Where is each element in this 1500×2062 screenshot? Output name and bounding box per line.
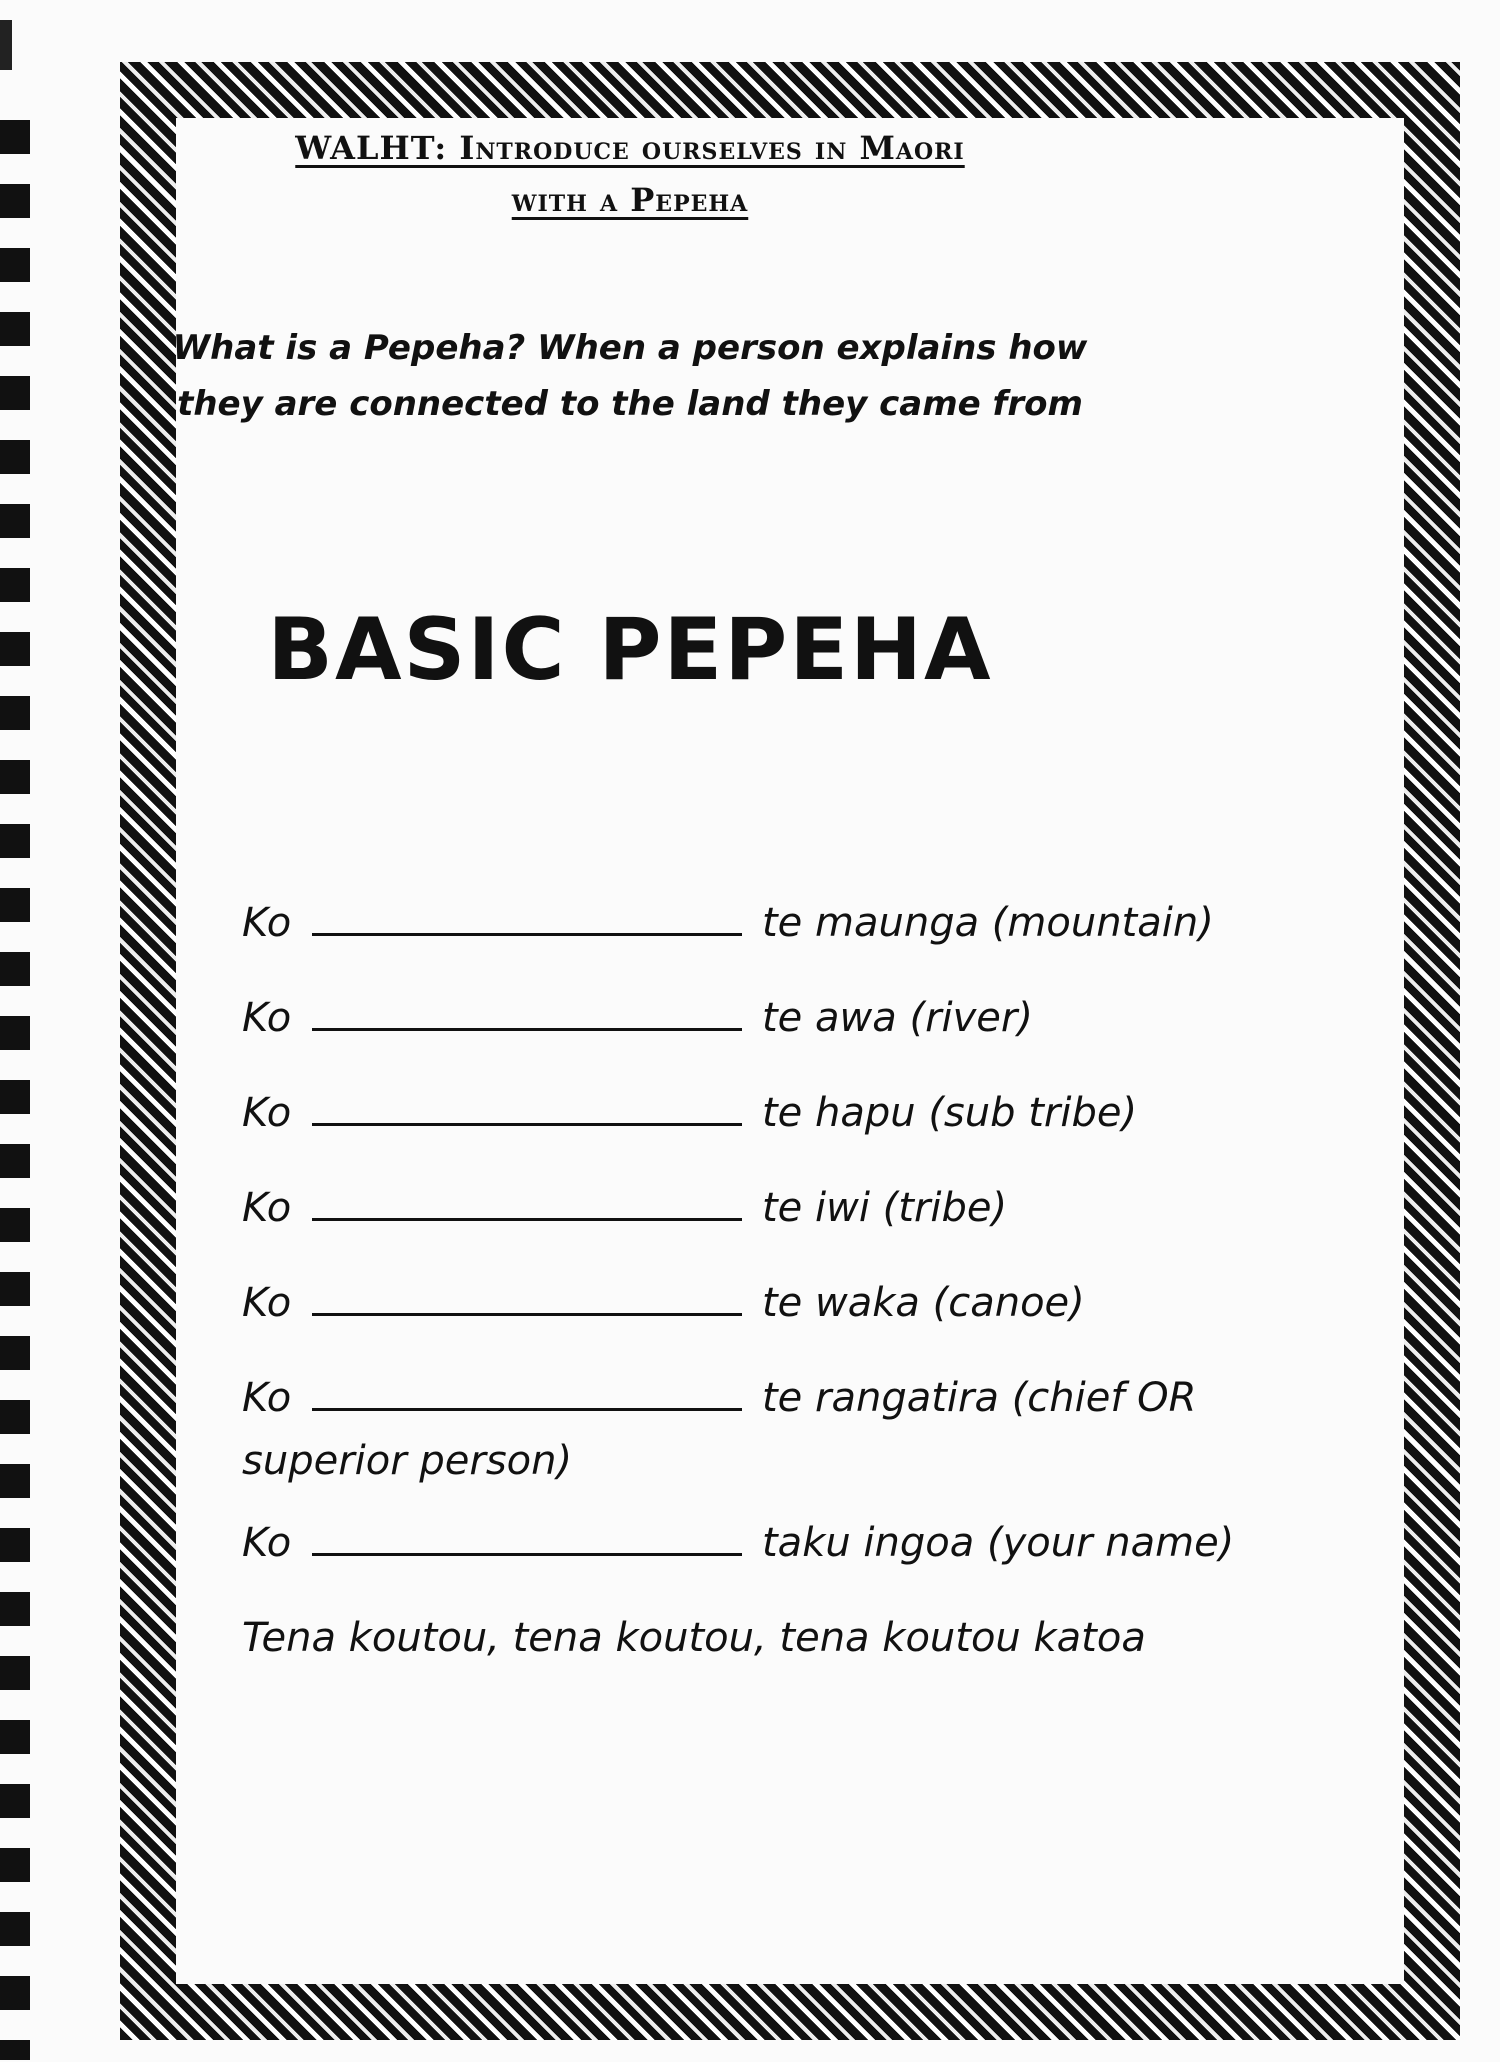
- pepeha-suffix: superior person): [242, 1438, 573, 1484]
- walht-line-1: WALHT: Introduce ourselves in Maori: [295, 129, 965, 167]
- ko-label: Ko: [242, 1280, 292, 1326]
- pepeha-template: [242, 876, 1312, 1686]
- pepeha-suffix: te maunga (mountain): [762, 900, 1214, 946]
- pepeha-line-canoe: [242, 1256, 1312, 1351]
- pepeha-suffix: te hapu (sub tribe): [762, 1090, 1138, 1136]
- definition-line-1: What is a Pepeha? When a person explains how: [172, 328, 1088, 368]
- definition-line-2: they are connected to the land they came from: [177, 384, 1083, 424]
- ko-label: Ko: [242, 995, 292, 1041]
- learning-intention: [150, 122, 1110, 226]
- pepeha-suffix: te iwi (tribe): [762, 1185, 1008, 1231]
- ko-label: Ko: [242, 1520, 292, 1566]
- pepeha-line-name: [242, 1496, 1312, 1591]
- blank-field[interactable]: [312, 893, 742, 936]
- blank-field[interactable]: [312, 1273, 742, 1316]
- pepeha-line-mountain: [242, 876, 1312, 971]
- blank-field[interactable]: [312, 988, 742, 1031]
- pepeha-suffix: te awa (river): [762, 995, 1033, 1041]
- blank-field[interactable]: [312, 1368, 742, 1411]
- spiral-binding: [0, 120, 30, 2060]
- page-title: BASIC PEPEHA: [267, 600, 993, 700]
- pepeha-suffix: taku ingoa (your name): [762, 1520, 1235, 1566]
- pepeha-suffix: te waka (canoe): [762, 1280, 1085, 1326]
- walht-line-2: with a Pepeha: [511, 181, 749, 219]
- pepeha-line-chief-cont: [242, 1426, 1312, 1496]
- binding-clip: [0, 20, 12, 70]
- ko-label: Ko: [242, 900, 292, 946]
- closing-greeting: Tena koutou, tena koutou, tena koutou katoa: [242, 1615, 1146, 1661]
- blank-field[interactable]: [312, 1083, 742, 1126]
- ko-label: Ko: [242, 1375, 292, 1421]
- pepeha-line-tribe: [242, 1161, 1312, 1256]
- blank-field[interactable]: [312, 1178, 742, 1221]
- blank-field[interactable]: [312, 1513, 742, 1556]
- pepeha-suffix: te rangatira (chief OR: [762, 1375, 1197, 1421]
- pepeha-line-river: [242, 971, 1312, 1066]
- pepeha-definition: [150, 320, 1110, 432]
- ko-label: Ko: [242, 1185, 292, 1231]
- pepeha-line-subtribe: [242, 1066, 1312, 1161]
- ko-label: Ko: [242, 1090, 292, 1136]
